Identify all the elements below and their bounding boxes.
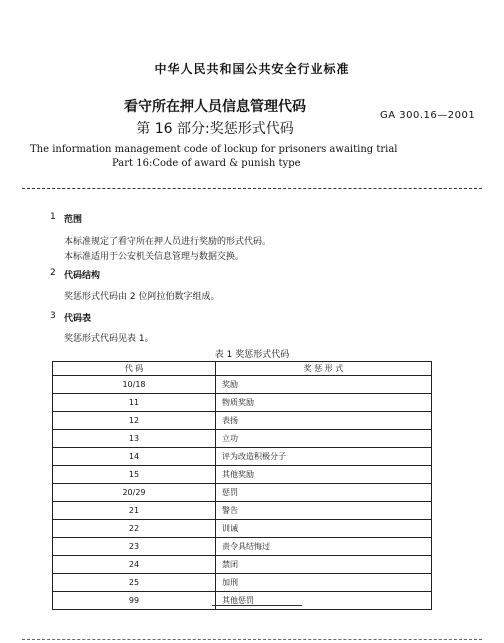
name-cell: 物质奖励 xyxy=(216,394,432,412)
table-row xyxy=(53,448,432,466)
name-cell: 训诫 xyxy=(216,520,432,538)
name-cell: 立功 xyxy=(216,430,432,448)
standard-code: GA 300.16—2001 xyxy=(380,110,476,121)
table-row xyxy=(53,574,432,592)
name-cell: 禁闭 xyxy=(216,556,432,574)
table-row xyxy=(53,394,432,412)
section-3-title: 代码表 xyxy=(64,314,92,324)
section-1-number: 1 xyxy=(50,212,56,222)
code-cell: 15 xyxy=(53,466,216,484)
section-2-title: 代码结构 xyxy=(64,271,101,281)
end-of-text-rule xyxy=(212,605,302,606)
table-row xyxy=(53,556,432,574)
table-caption: 表 1 奖惩形式代码 xyxy=(214,350,290,360)
section-1-title: 范围 xyxy=(64,215,83,225)
section-1-paragraph-2: 本标准适用于公安机关信息管理与数据交换。 xyxy=(64,252,245,262)
code-cell: 12 xyxy=(53,412,216,430)
table-header-row xyxy=(53,362,432,376)
code-cell: 25 xyxy=(53,574,216,592)
title-divider xyxy=(22,188,482,189)
name-cell: 其他惩罚 xyxy=(216,592,432,610)
table-row xyxy=(53,502,432,520)
name-cell: 加刑 xyxy=(216,574,432,592)
section-3-paragraph-1: 奖惩形式代码见表 1。 xyxy=(64,334,154,344)
document-subtitle: 第 16 部分:奖惩形式代码 xyxy=(136,121,294,137)
standard-header: 中华人民共和国公共安全行业标准 xyxy=(154,62,350,76)
name-cell: 表扬 xyxy=(216,412,432,430)
header-code: 代 码 xyxy=(53,362,216,376)
code-cell: 11 xyxy=(53,394,216,412)
name-cell: 惩罚 xyxy=(216,484,432,502)
page-bottom-rule xyxy=(22,639,482,640)
code-cell: 10/18 xyxy=(53,376,216,394)
table-row xyxy=(53,520,432,538)
award-punish-code-table xyxy=(52,361,432,610)
table-row xyxy=(53,412,432,430)
code-cell: 20/29 xyxy=(53,484,216,502)
code-cell: 22 xyxy=(53,520,216,538)
header-name: 奖 惩 形 式 xyxy=(216,362,432,376)
table-row xyxy=(53,466,432,484)
table-row xyxy=(53,376,432,394)
code-cell: 23 xyxy=(53,538,216,556)
table-row xyxy=(53,538,432,556)
name-cell: 警告 xyxy=(216,502,432,520)
table-row xyxy=(53,484,432,502)
name-cell: 评为改造积极分子 xyxy=(216,448,432,466)
section-2-paragraph-1: 奖惩形式代码由 2 位阿拉伯数字组成。 xyxy=(64,292,220,302)
document-title: 看守所在押人员信息管理代码 xyxy=(124,99,306,115)
section-3-number: 3 xyxy=(50,311,56,321)
english-subtitle: Part 16:Code of award & punish type xyxy=(112,158,301,169)
section-2-number: 2 xyxy=(50,268,56,278)
table-row xyxy=(53,592,432,610)
code-cell: 14 xyxy=(53,448,216,466)
name-cell: 奖励 xyxy=(216,376,432,394)
code-cell: 21 xyxy=(53,502,216,520)
code-cell: 24 xyxy=(53,556,216,574)
name-cell: 其他奖励 xyxy=(216,466,432,484)
code-cell: 13 xyxy=(53,430,216,448)
code-cell: 99 xyxy=(53,592,216,610)
table-row xyxy=(53,430,432,448)
english-title: The information management code of lockup for prisoners awaiting trial xyxy=(30,144,398,155)
section-1-paragraph-1: 本标准规定了看守所在押人员进行奖励的形式代码。 xyxy=(64,237,272,247)
name-cell: 责令具结悔过 xyxy=(216,538,432,556)
